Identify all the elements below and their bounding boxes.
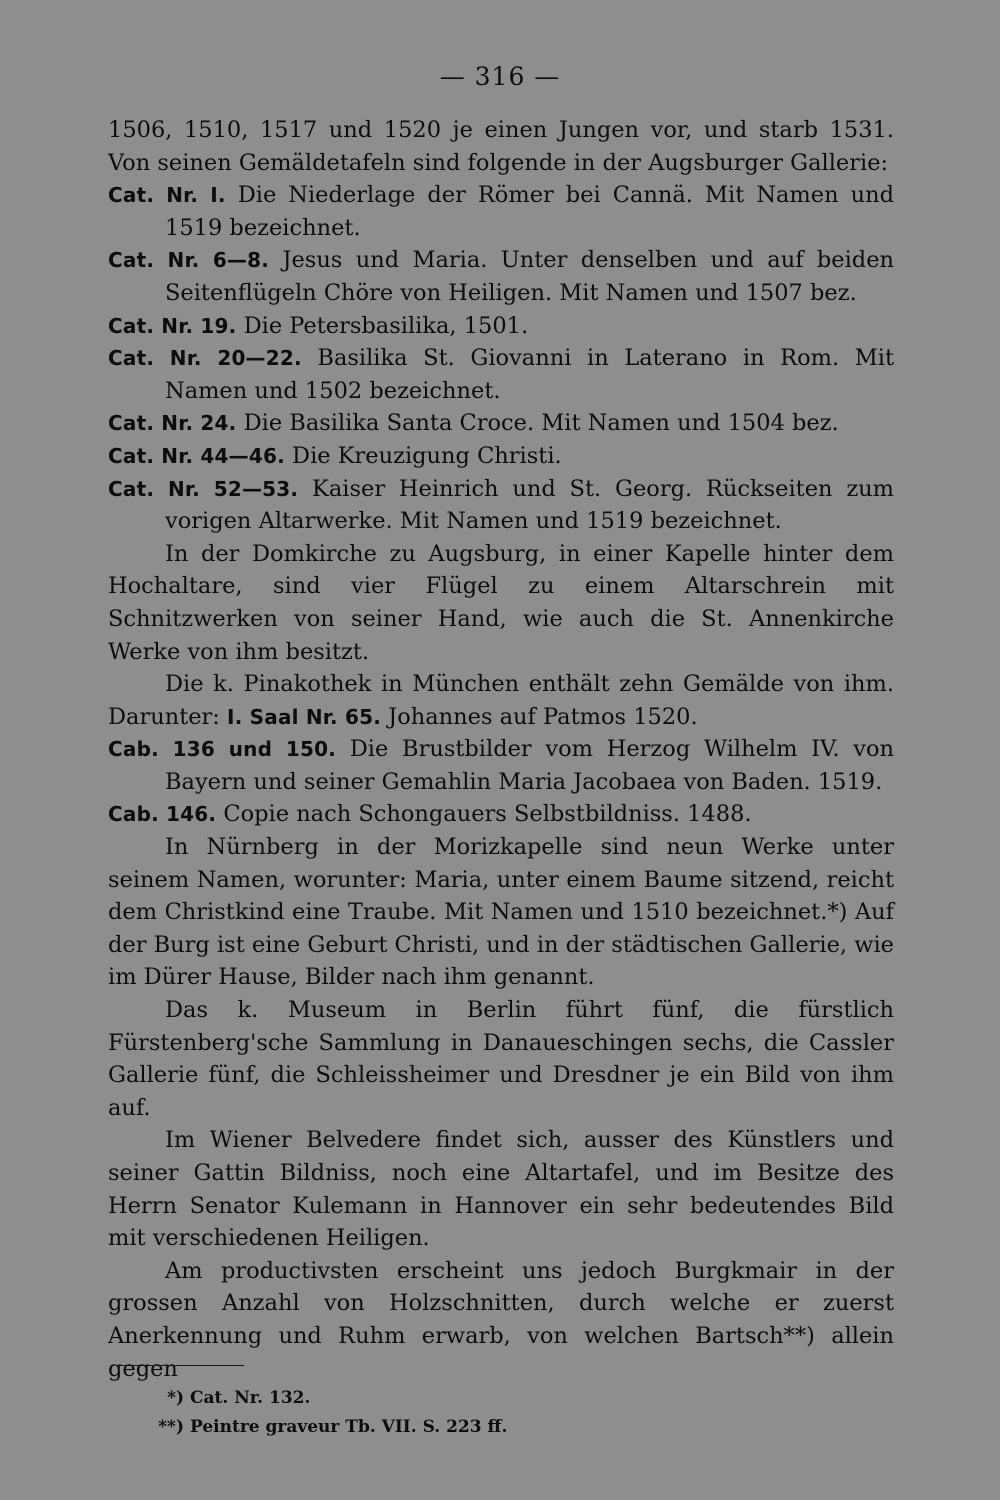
catalog-text: Die Niederlage der Römer bei Cannä. Mit Namen und 1519 bezeichnet.	[165, 182, 894, 241]
catalog-label: Cat. Nr. I.	[108, 183, 226, 208]
catalog-label: Cat. Nr. 19.	[108, 313, 237, 338]
catalog-entry	[108, 342, 894, 407]
catalog-label: Cat. Nr. 52—53.	[108, 476, 299, 501]
paragraph-3	[108, 668, 894, 733]
footnotes	[140, 1384, 900, 1442]
catalog-text: Die Kreuzigung Christi.	[292, 442, 562, 469]
footnote-divider	[116, 1365, 244, 1366]
cabinet-list	[108, 733, 894, 831]
catalog-text: Basilika St. Giovanni in Laterano in Rom. Mit Namen und 1502 bezeichnet.	[165, 345, 895, 404]
cabinet-entry	[108, 798, 894, 831]
catalog-label: Cat. Nr. 20—22.	[108, 346, 302, 371]
paragraph-5: Das k. Museum in Berlin führt fünf, die fürstlich Fürstenberg'sche Sammlung in Danaueschingen sechs, die Cassler Gallerie fünf, die Schleissheimer und Dresdner je ein Bild von ihm auf.	[108, 997, 894, 1121]
footnote-mark: *)	[167, 1388, 184, 1408]
paragraph-2: In der Domkirche zu Augsburg, in einer Kapelle hinter dem Hochaltare, sind vier Flügel zu einem Altarschrein mit Schnitzwerken von seiner Hand, wie auch die St. Annenkirche Werke von ihm besitzt.	[108, 540, 894, 665]
footnote-text: Cat. Nr. 132.	[190, 1388, 311, 1408]
cabinet-label: Cab. 146.	[108, 802, 217, 827]
catalog-text: Kaiser Heinrich und St. Georg. Rückseiten zum vorigen Altarwerke. Mit Namen und 1519 bezeichnet.	[165, 475, 895, 535]
catalog-text: Die Petersbasilika, 1501.	[243, 312, 529, 339]
footnote-text: Peintre graveur Tb. VII. S. 223 ff.	[190, 1417, 508, 1437]
catalog-entry	[108, 407, 894, 440]
catalog-entry	[108, 473, 894, 538]
page-number: — 316 —	[439, 62, 561, 91]
footnote-mark: **)	[158, 1417, 184, 1437]
catalog-text: Die Basilika Santa Croce. Mit Namen und 1504 bez.	[243, 410, 839, 437]
cabinet-text: Copie nach Schongauers Selbstbildniss. 1488.	[223, 801, 752, 828]
cabinet-label: Cab. 136 und 150.	[108, 737, 337, 762]
saal-label: I. Saal Nr. 65.	[227, 704, 382, 729]
paragraph-3-lead: Die k. Pinakothek in München enthält zehn Gemälde von ihm. Darunter:	[108, 671, 894, 730]
catalog-label: Cat. Nr. 6—8.	[108, 248, 270, 273]
catalog-label: Cat. Nr. 44—46.	[108, 443, 285, 468]
catalog-entry	[108, 244, 894, 309]
catalog-entry	[108, 440, 894, 473]
catalog-entry	[108, 179, 894, 244]
footnote	[140, 1384, 900, 1413]
catalog-list	[108, 179, 894, 538]
paragraph-6: Im Wiener Belvedere findet sich, ausser des Künstlers und seiner Gattin Bildniss, noch eine Altartafel, und im Besitze des Herrn Senator Kulemann in Hannover ein sehr bedeutendes Bild mit verschiedenen Heiligen.	[108, 1127, 894, 1252]
main-text	[108, 114, 894, 1385]
cabinet-text: Die Brustbilder vom Herzog Wilhelm IV. von Bayern und seiner Gemahlin Maria Jacobaea von Baden. 1519.	[165, 736, 894, 795]
paragraph-4: In Nürnberg in der Morizkapelle sind neun Werke unter seinem Namen, worunter: Maria, unter einem Baume sitzend, reicht dem Christkind eine Traube. Mit Namen und 1510 bezeichnet.*) Auf der Burg ist eine Geburt Christi, und in der städtischen Gallerie, wie im Dürer Hause, Bilder nach ihm genannt.	[108, 834, 894, 991]
catalog-entry	[108, 310, 894, 343]
paragraph-1: 1506, 1510, 1517 und 1520 je einen Jungen vor, und starb 1531. Von seinen Gemäldetafeln sind folgende in der Augsburger Gallerie:	[108, 117, 894, 176]
cabinet-entry	[108, 733, 894, 798]
paragraph-7: Am productivsten erscheint uns jedoch Burgkmair in der grossen Anzahl von Holzschnitten, durch welche er zuerst Anerkennung und Ruhm erwarb, von welchen Bartsch**) allein gegen	[108, 1257, 894, 1382]
catalog-label: Cat. Nr. 24.	[108, 411, 237, 436]
paragraph-3-text: Johannes auf Patmos 1520.	[388, 703, 698, 730]
footnote	[140, 1413, 900, 1442]
catalog-text: Jesus und Maria. Unter denselben und auf beiden Seitenflügeln Chöre von Heiligen. Mit Namen und 1507 bez.	[165, 247, 895, 306]
